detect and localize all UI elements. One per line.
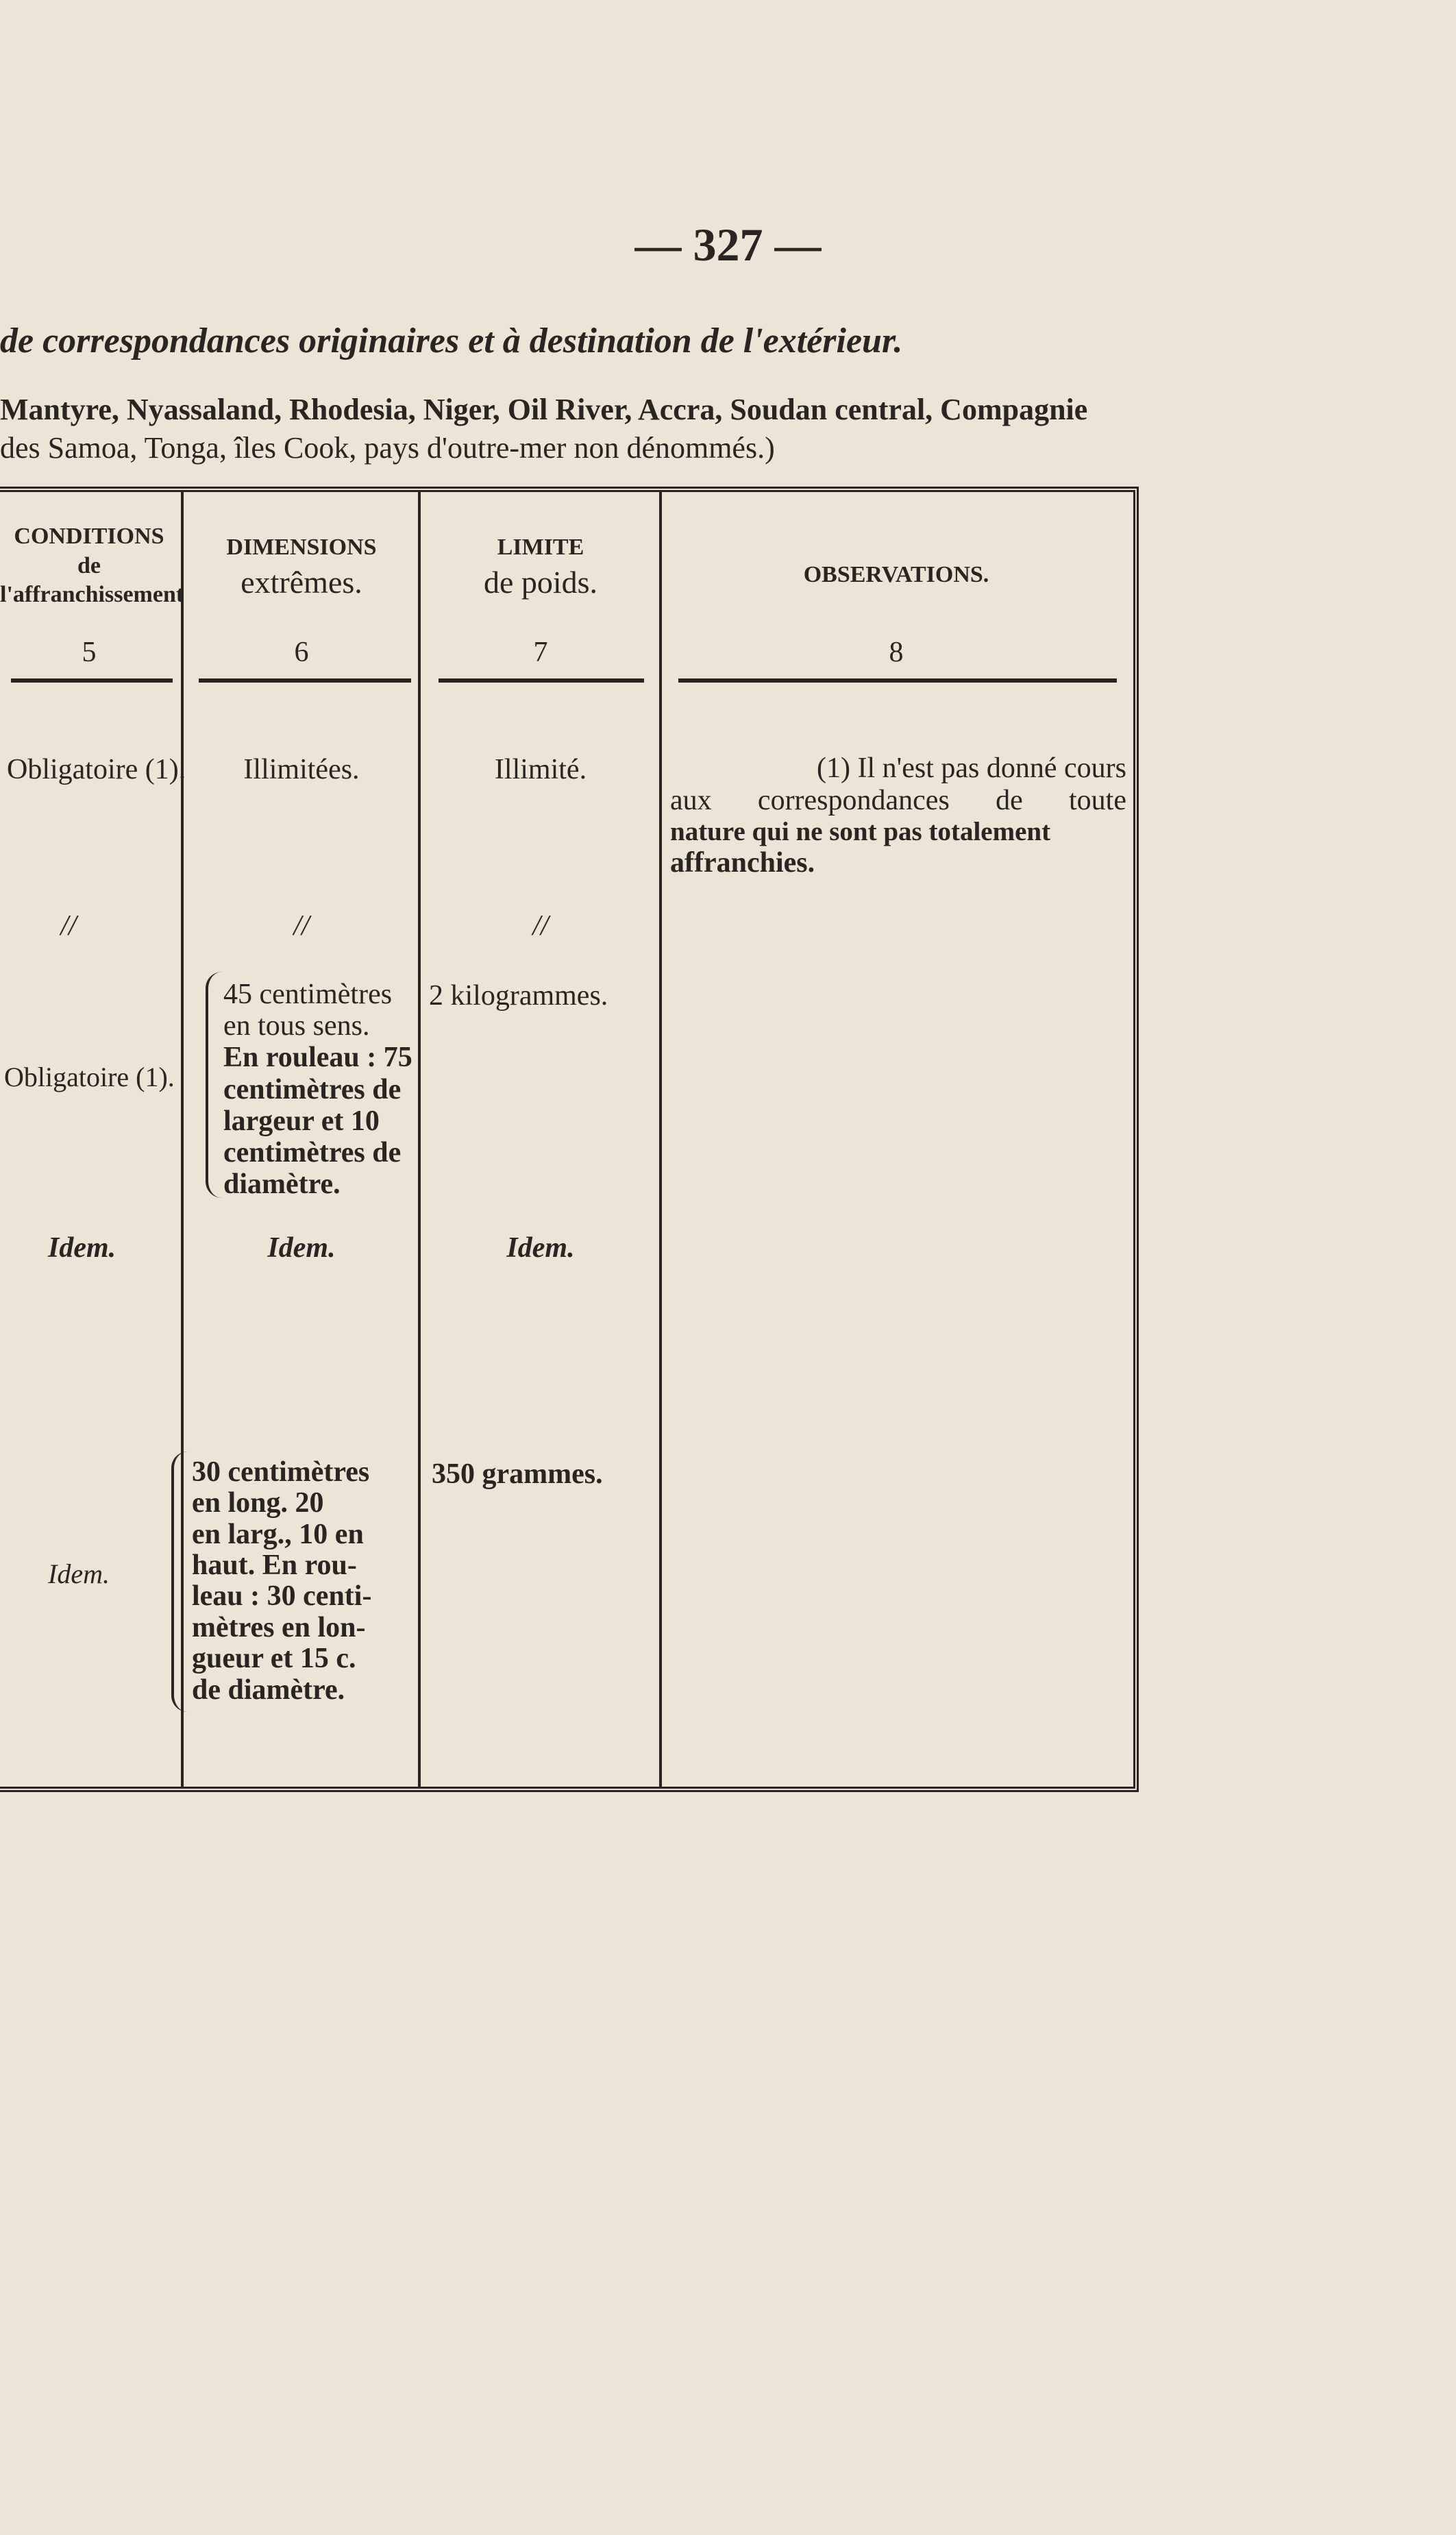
row-2-poids: // [532,910,549,942]
subheading-line-1: Mantyre, Nyassaland, Rhodesia, Niger, Oil River, Accra, Soudan central, Compagnie [0,393,1088,426]
header-rule [11,678,173,683]
row-1-dimensions: Illimitées. [243,754,360,785]
header-number: 5 [82,637,97,668]
row-5-poids: 350 grammes. [432,1458,603,1490]
row-2-conditions: // [60,910,77,942]
row-1-observations: (1) Il n'est pas donné cours aux correspondances de toute nature qui ne sont pas totalement affranchies. [670,752,1126,879]
page-number: — 327 — [634,219,822,271]
header-dimensions: DIMENSIONS extrêmes. [226,535,377,600]
brace [171,1452,192,1712]
row-4-poids: Idem. [506,1232,575,1264]
header-number: 8 [889,637,904,668]
row-5-dimensions: 30 centimètres en long. 20 en larg., 10 en haut. En rou- leau : 30 centi- mètres en lon- gueur et 15 c. de diamètre. [192,1456,372,1706]
header-conditions: CONDITIONS de l'affranchissement [0,524,184,607]
header-rule [199,678,411,683]
column-divider [418,492,421,1787]
column-divider [659,492,662,1787]
header-number: 7 [533,637,548,668]
row-3-dimensions: 45 centimètres en tous sens. En rouleau : 75 centimètres de largeur et 10 centimètres de diamètre. [223,979,412,1201]
row-4-dimensions: Idem. [267,1232,336,1264]
rates-table [0,487,1139,1792]
row-4-conditions: Idem. [48,1232,116,1264]
header-limite: LIMITE de poids. [483,535,598,600]
header-observations: OBSERVATIONS. [803,562,989,587]
header-rule [439,678,644,683]
section-heading: de correspondances originaires et à destination de l'extérieur. [0,321,903,360]
row-3-poids: 2 kilogrammes. [429,980,608,1012]
subheading-line-2: des Samoa, Tonga, îles Cook, pays d'outre-mer non dénommés.) [0,431,775,465]
header-number: 6 [294,637,309,668]
row-5-conditions: Idem. [48,1558,110,1589]
row-2-dimensions: // [293,910,310,942]
row-3-conditions: Obligatoire (1). [4,1062,175,1092]
header-rule [678,678,1117,683]
row-1-conditions: Obligatoire (1). [7,754,186,785]
row-1-poids: Illimité. [494,754,587,785]
